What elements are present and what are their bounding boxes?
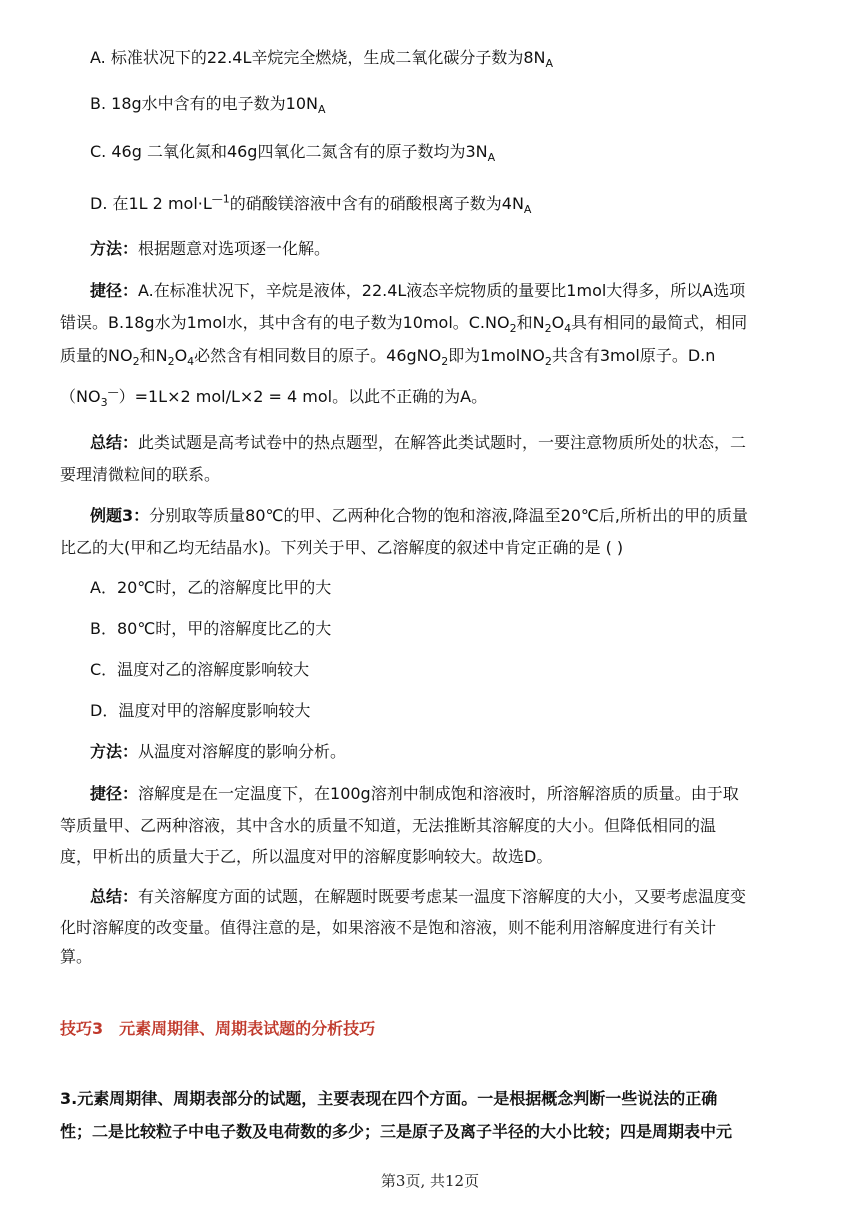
shortcut-2-line-1: 捷径：溶解度是在一定温度下，在100g溶剂中制成饱和溶液时，所溶解溶质的质量。由于取 bbox=[90, 784, 739, 803]
section-intro-line-2: 性；二是比较粒子中电子数及电荷数的多少；三是原子及离子半径的大小比较；四是周期表中元 bbox=[60, 1122, 733, 1141]
example-3-line-1: 例题3：分别取等质量80℃的甲、乙两种化合物的饱和溶液,降温至20℃后,所析出的甲的质量 bbox=[90, 506, 748, 525]
option-b: B. 18g水中含有的电子数为$10N_A$ bbox=[90, 94, 326, 117]
shortcut-1-line-1: 捷径：A.在标准状况下，辛烷是液体，22.4L液态辛烷物质的量要比1mol大得多，所以A选项 bbox=[90, 281, 746, 300]
shortcut-2-line-2: 等质量甲、乙两种溶液，其中含水的质量不知道，无法推断其溶解度的大小。但降低相同的温 bbox=[60, 816, 717, 835]
method-1: 方法：根据题意对选项逐一化解。 bbox=[90, 239, 331, 258]
shortcut-1-line-4: $(NO_3^—)=1L\times 2$ mol/L×2 = 4 mol。以此不正确的为A。 bbox=[60, 385, 488, 410]
example-3-option-c: C．温度对乙的溶解度影响较大 bbox=[90, 660, 310, 679]
page-footer: 第3页, 共12页 bbox=[380, 1172, 480, 1190]
summary-1-line-1: 总结：此类试题是高考试卷中的热点题型，在解答此类试题时，一要注意物质所处的状态，二 bbox=[90, 433, 747, 452]
shortcut-1-line-2: 错误。B.18g水为1mol水，其中含有的电子数为10mol。$C.NO_2$和$N_2O_4$具有相同的最简式，相同 bbox=[60, 313, 748, 336]
example-3-option-d: D．温度对甲的溶解度影响较大 bbox=[90, 701, 311, 720]
summary-1-line-2: 要理清微粒间的联系。 bbox=[60, 465, 221, 484]
summary-2-line-2: 化时溶解度的改变量。值得注意的是，如果溶液不是饱和溶液，则不能利用溶解度进行有关计 bbox=[60, 918, 717, 937]
shortcut-2-line-3: 度，甲析出的质量大于乙，所以温度对甲的溶解度影响较大。故选D。 bbox=[60, 847, 553, 866]
method-2: 方法：从温度对溶解度的影响分析。 bbox=[90, 742, 347, 761]
section-intro-line-1: 3.元素周期律、周期表部分的试题，主要表现在四个方面。一是根据概念判断一些说法的正确 bbox=[60, 1089, 718, 1108]
option-d: D. 在1L 2 $mol\cdot L^{—1}$的硝酸镁溶液中含有的硝酸根离子数为$4N_A$ bbox=[90, 192, 532, 217]
shortcut-1-line-3: 质量的$NO_2$和$N_2O_4$必然含有相同数目的原子。46gNO$_2$即为1molNO$_2$共含有3mol原子。D.n bbox=[60, 346, 716, 369]
example-3-option-b: B．80℃时，甲的溶解度比乙的大 bbox=[90, 619, 332, 638]
example-3-line-2: 比乙的大(甲和乙均无结晶水)。下列关于甲、乙溶解度的叙述中肯定正确的是 ( ) bbox=[60, 538, 624, 557]
example-3-option-a: A．20℃时，乙的溶解度比甲的大 bbox=[90, 578, 332, 597]
option-c: C. 46g 二氧化氮和46g四氧化二氮含有的原子数均为$3N_A$ bbox=[90, 142, 496, 165]
option-a: A. 标准状况下的22.4L辛烷完全燃烧，生成二氧化碳分子数为$8N_A$ bbox=[90, 48, 554, 71]
summary-2-line-1: 总结：有关溶解度方面的试题，在解题时既要考虑某一温度下溶解度的大小，又要考虑温度变 bbox=[90, 887, 747, 906]
summary-2-line-3: 算。 bbox=[60, 947, 93, 966]
section-heading: 技巧3 元素周期律、周期表试题的分析技巧 bbox=[60, 1019, 376, 1038]
